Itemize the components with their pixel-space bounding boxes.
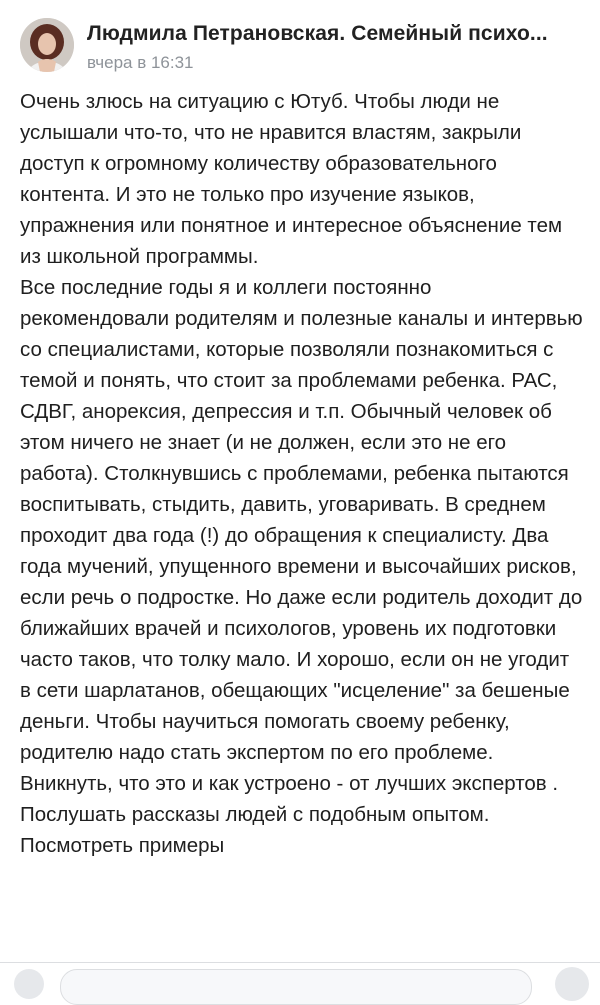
post-timestamp[interactable]: вчера в 16:31 xyxy=(87,53,194,72)
post-paragraph-1: Очень злюсь на ситуацию с Ютуб. Чтобы люди не услышали что-то, что не нравится властям, закрыли доступ к огромному количеству образовательного контента. И это не только про изучение языков, упражнения или понятное и интересное объяснение тем из школьной программы. xyxy=(20,90,563,268)
user-avatar-icon[interactable] xyxy=(14,969,44,999)
author-avatar-icon xyxy=(20,18,74,72)
post-text xyxy=(20,86,585,962)
comment-bar xyxy=(0,962,600,983)
comment-input[interactable] xyxy=(60,969,532,1005)
emoji-icon[interactable] xyxy=(555,967,589,1001)
avatar[interactable] xyxy=(20,18,74,72)
post-header xyxy=(0,0,600,90)
post-paragraph-2: Все последние годы я и коллеги постоянно рекомендовали родителям и полезные каналы и интервью со специалистами, которые позволяли познакомиться с темой и понять, что стоит за проблемами ребенка. РАС, СДВГ, анорексия, депрессия и т.п. Обычный человек об этом ничего не знает (и не должен, если это не его работа). Столкнувшись с проблемами, ребенка пытаются воспитывать, стыдить, давить, уговаривать. В среднем проходит два года (!) до обращения к специалисту. Два года мучений, упущенного времени и высочайших рисков, если речь о подростке. Но даже если родитель доходит до ближайших врачей и психологов, уровень их подготовки часто таков, что толку мало. И хорошо, если он не угодит в сети шарлатанов, обещающих "исцеление" за бешеные деньги. Чтобы научиться помогать своему ребенку, родителю надо стать экспертом по его проблеме. Вникнуть, что это и как устроено - от лучших экспертов . Послушать рассказы людей с подобным опытом. Посмотреть примеры xyxy=(20,276,583,857)
author-name[interactable]: Людмила Петрановская. Семейный психо... xyxy=(87,22,548,45)
